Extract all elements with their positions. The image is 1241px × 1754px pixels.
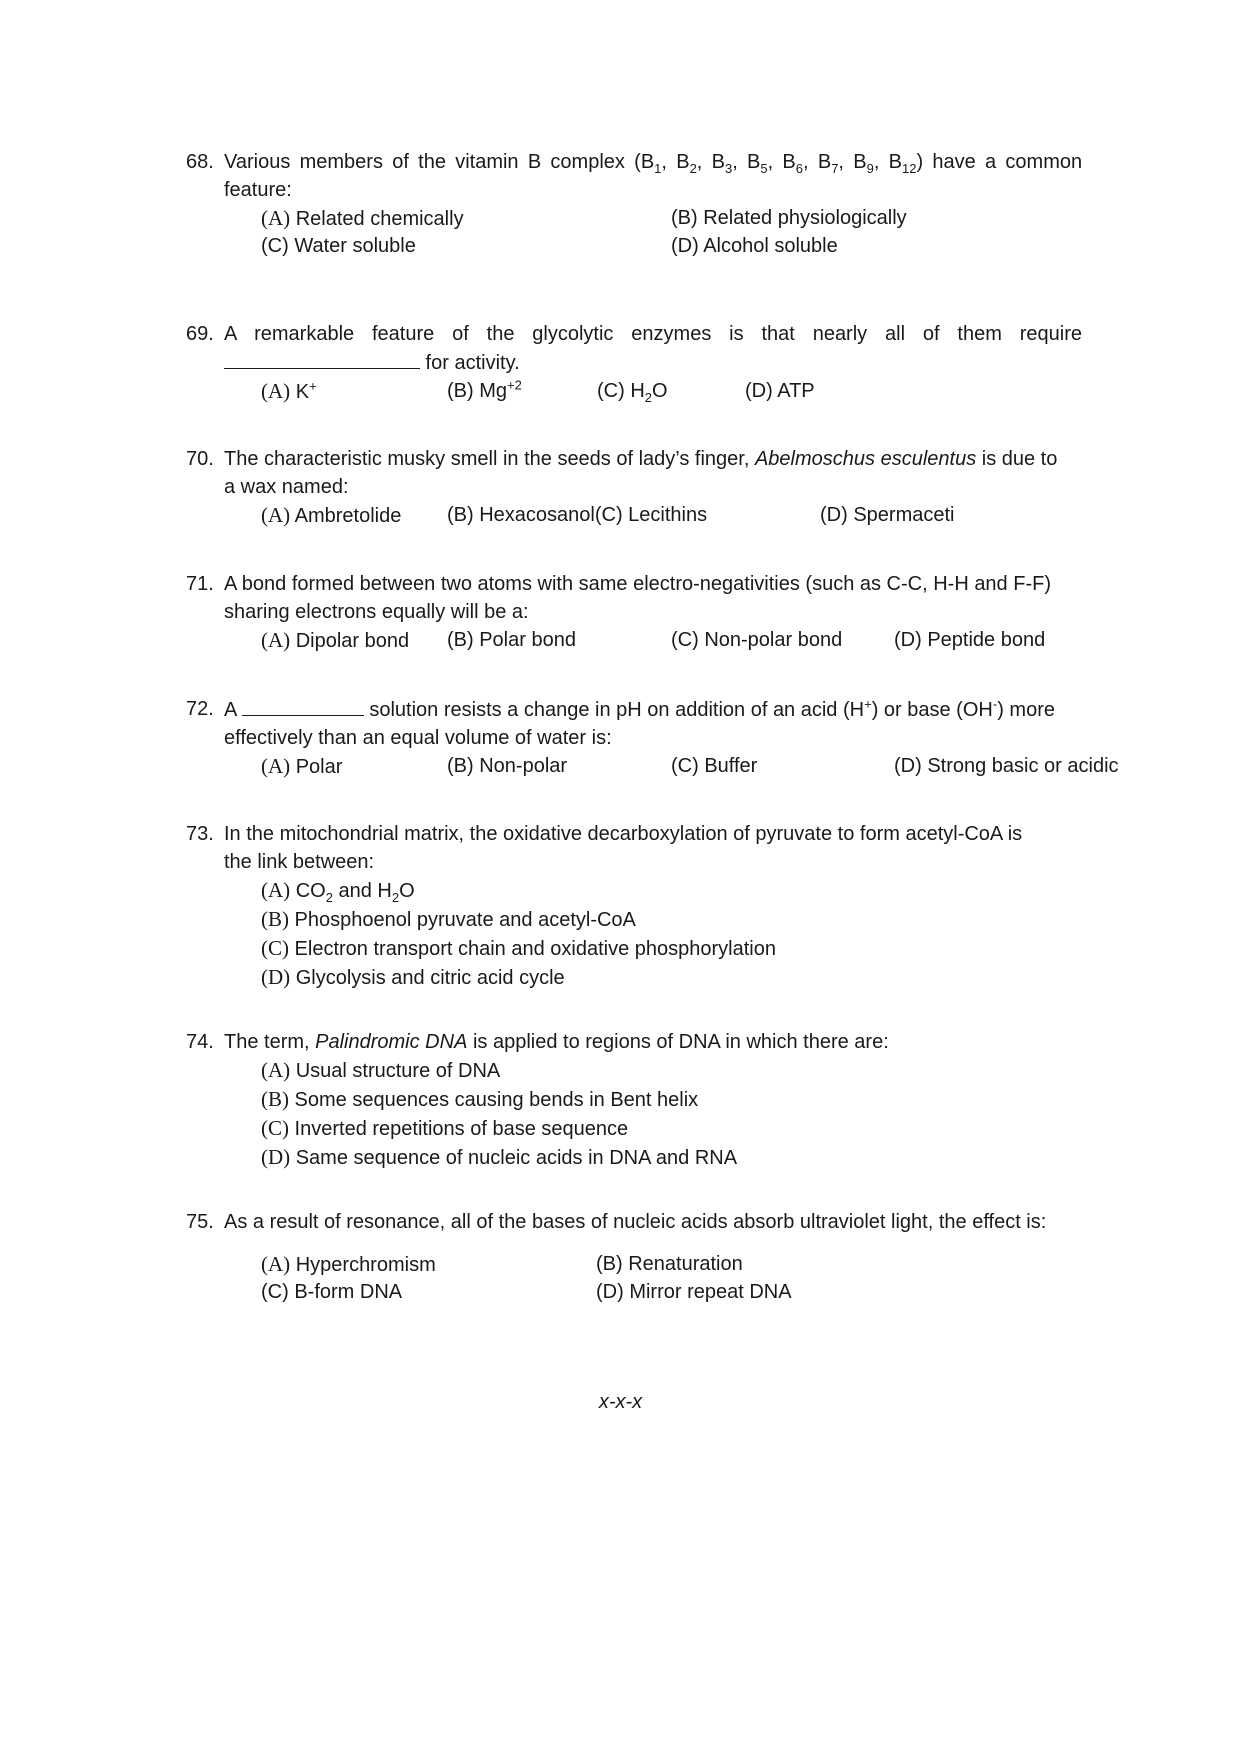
option-b: (B) Related physiologically xyxy=(671,207,907,229)
option-a: (A) Dipolar bond xyxy=(261,628,410,652)
option-c: (C) B-form DNA xyxy=(261,1281,403,1303)
question-stem: As a result of resonance, all of the bases of nucleic acids absorb ultraviolet light, the effect is: xyxy=(224,1211,1047,1233)
option-a: (A) Hyperchromism xyxy=(261,1252,436,1276)
option-c: (C) Electron transport chain and oxidative phosphorylation xyxy=(261,936,776,960)
question-number: 71. xyxy=(186,573,214,595)
question-stem-line2: effectively than an equal volume of water is: xyxy=(224,727,612,749)
species-name: Abelmoschus esculentus xyxy=(754,448,977,470)
option-d: (D) Mirror repeat DNA xyxy=(596,1281,792,1303)
option-a: (A) $CO_2$ and $H_2O$ xyxy=(261,878,415,905)
option-d: (D) Peptide bond xyxy=(894,629,1046,651)
option-a: (A) Related chemically xyxy=(261,206,464,230)
option-row xyxy=(261,1278,1186,1306)
option-d: (D) Glycolysis and citric acid cycle xyxy=(261,965,565,989)
fill-in-blank xyxy=(224,348,420,369)
question-stem: The characteristic musky smell in the seeds of lady’s finger, Abelmoschus esculentus is due to xyxy=(224,448,1058,470)
option-c: (C) Water soluble xyxy=(261,235,416,257)
question-number: 70. xyxy=(186,448,214,470)
question-72 xyxy=(186,695,1186,780)
option-b: (B) Phosphoenol pyruvate and acetyl-CoA xyxy=(261,907,636,931)
question-stem: A remarkable feature of the glycolytic enzymes is that nearly all of them require xyxy=(224,323,1082,345)
option-c: (C) Non-polar bond xyxy=(671,629,843,651)
question-stem: In the mitochondrial matrix, the oxidative decarboxylation of pyruvate to form acetyl-CoA is xyxy=(224,823,1023,845)
option-b-c: (B) Hexacosanol(C) Lecithins xyxy=(447,504,708,526)
option-d: (D) Strong basic or acidic xyxy=(894,755,1119,777)
option-d: (D) Same sequence of nucleic acids in DNA and RNA xyxy=(261,1145,738,1169)
option-row xyxy=(261,626,1186,654)
option-row xyxy=(261,501,1186,529)
option-c: (C) $H_2O$ xyxy=(597,380,668,405)
option-a: (A) Polar xyxy=(261,754,343,778)
question-stem: Various members of the vitamin B complex ($B_1$, $B_2$, $B_3$, $B_5$, $B_6$, $B_7$, $B_9$, $B_{12}$) have a common xyxy=(224,151,1083,176)
option-row xyxy=(261,232,1186,260)
question-69 xyxy=(186,320,1186,405)
option-row xyxy=(261,752,1186,780)
question-70 xyxy=(186,445,1186,529)
option-b: (B) Polar bond xyxy=(447,629,576,651)
term-name: Palindromic DNA xyxy=(315,1031,468,1053)
question-number: 72. xyxy=(186,698,214,720)
question-stem-line2: sharing electrons equally will be a: xyxy=(224,601,529,623)
option-c: (C) Inverted repetitions of base sequence xyxy=(261,1116,629,1140)
option-b: (B) Non-polar xyxy=(447,755,568,777)
question-number: 68. xyxy=(186,151,214,173)
option-a: (A) K+ xyxy=(261,378,317,403)
question-68 xyxy=(186,148,1186,260)
option-d: (D) ATP xyxy=(745,380,815,402)
option-row xyxy=(261,377,1186,405)
option-b: (B) Some sequences causing bends in Bent helix xyxy=(261,1087,699,1111)
question-number: 74. xyxy=(186,1031,214,1053)
question-number: 73. xyxy=(186,823,214,845)
question-stem: The term, Palindromic DNA is applied to regions of DNA in which there are: xyxy=(224,1031,889,1053)
option-d: (D) Spermaceti xyxy=(820,504,955,526)
question-74 xyxy=(186,1028,1186,1172)
option-row xyxy=(261,204,1186,232)
option-a: (A) Ambretolide xyxy=(261,503,402,527)
question-stem: A bond formed between two atoms with same electro-negativities (such as C-C, H-H and F-F) xyxy=(224,573,1051,595)
question-stem: A solution resists a change in pH on addition of an acid (H+) or base (OH-) more xyxy=(224,696,1055,721)
question-73 xyxy=(186,820,1186,992)
question-stem-line2: the link between: xyxy=(224,851,375,873)
question-71 xyxy=(186,570,1186,654)
question-stem-line2: feature: xyxy=(224,179,292,201)
option-b: (B) Renaturation xyxy=(596,1253,743,1275)
end-marker: x-x-x xyxy=(598,1391,643,1413)
question-stem-line2: a wax named: xyxy=(224,476,349,498)
fill-in-blank xyxy=(242,695,364,716)
option-a: (A) Usual structure of DNA xyxy=(261,1058,501,1082)
question-75 xyxy=(186,1208,1186,1306)
option-c: (C) Buffer xyxy=(671,755,758,777)
option-row xyxy=(261,1250,1186,1278)
question-number: 69. xyxy=(186,323,214,345)
question-number: 75. xyxy=(186,1211,214,1233)
question-stem-line2: for activity. xyxy=(224,348,1186,377)
option-d: (D) Alcohol soluble xyxy=(671,235,838,257)
option-b: (B) $Mg^{+2}$ xyxy=(447,377,522,402)
